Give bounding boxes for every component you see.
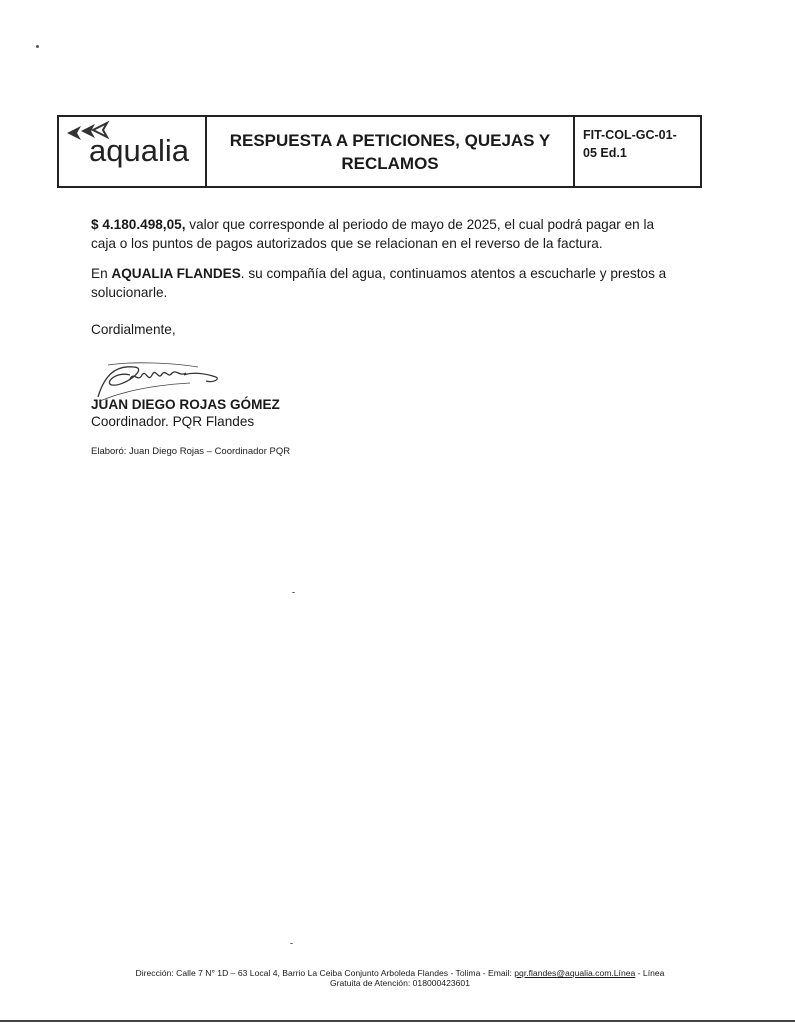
paragraph-amount xyxy=(91,215,681,253)
signer-name: JUAN DIEGO ROJAS GÓMEZ xyxy=(91,397,280,412)
title-line-2: RECLAMOS xyxy=(341,153,439,173)
scan-speck xyxy=(290,943,293,944)
amount-value: $ 4.180.498,05, xyxy=(91,217,186,232)
footer-address: Dirección: Calle 7 N° 1D – 63 Local 4, Barrio La Ceiba Conjunto Arboleda Flandes - Tolima - Email: xyxy=(135,968,515,978)
document-header xyxy=(57,115,702,188)
document-code xyxy=(575,117,700,186)
closing-salutation: Cordialmente, xyxy=(91,322,176,337)
footer-line-suffix: - Línea xyxy=(635,968,665,978)
scan-speck xyxy=(292,592,295,593)
footer-line-2: Gratuita de Atención: 018000423601 xyxy=(329,978,470,988)
paragraph-company xyxy=(91,264,681,302)
bottom-divider xyxy=(0,1020,795,1022)
code-line-1: FIT-COL-GC-01- xyxy=(583,128,677,142)
paragraph-company-text: . su compañía del agua, continuamos atentos a escucharle y prestos a solucionarle. xyxy=(91,266,667,300)
footer-email-link[interactable]: pqr.flandes@aqualia.com.Línea xyxy=(514,968,636,978)
company-name: AQUALIA FLANDES xyxy=(111,266,241,281)
footer-line-1 xyxy=(60,968,740,978)
document-title xyxy=(207,117,575,186)
logo-text: aqualia xyxy=(89,133,189,168)
scan-speck xyxy=(36,45,39,48)
prepared-by-note: Elaboró: Juan Diego Rojas – Coordinador PQR xyxy=(91,446,291,457)
title-line-1: RESPUESTA A PETICIONES, QUEJAS Y xyxy=(229,130,551,150)
page-footer xyxy=(60,968,740,988)
paragraph-company-prefix: En xyxy=(91,266,112,281)
logo-cell xyxy=(59,117,207,186)
code-line-2: 05 Ed.1 xyxy=(583,146,627,160)
signer-role: Coordinador. PQR Flandes xyxy=(91,414,255,429)
paragraph-amount-text: valor que corresponde al periodo de mayo de 2025, el cual podrá pagar en la caja o los puntos de pagos autorizados que se relacionan en el reverso de la factura. xyxy=(91,217,655,251)
